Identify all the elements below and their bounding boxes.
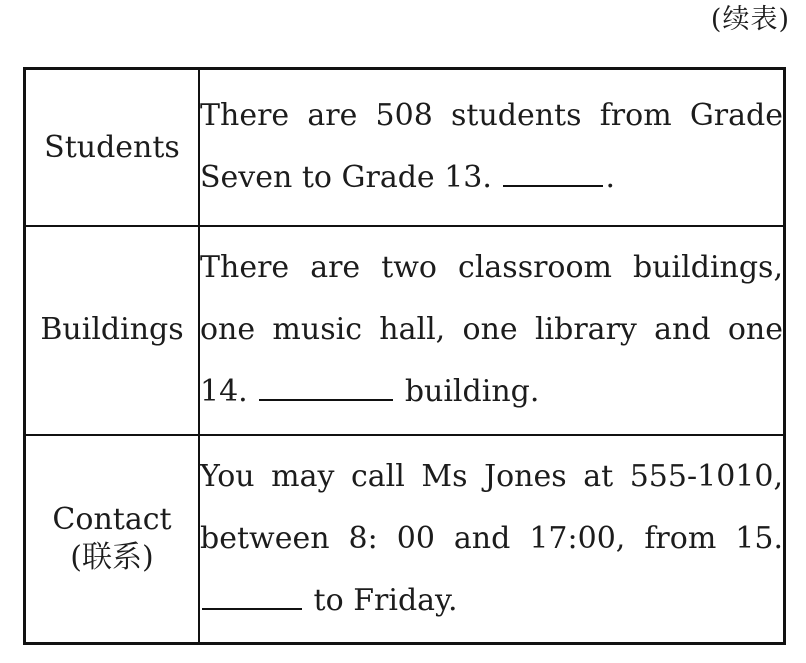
row-content-buildings (199, 226, 785, 435)
answer-blank-15[interactable] (202, 584, 302, 610)
row-label-text: Contact (52, 502, 172, 538)
row-label-contact (25, 435, 200, 644)
continued-table-note: (续表) (710, 4, 790, 35)
table-row-contact (25, 435, 785, 644)
row-text: You may call Ms Jones at 555-1010, between 8: 00 and 17:00, from 15. (200, 458, 783, 556)
info-table (23, 67, 786, 645)
answer-blank-13[interactable] (503, 161, 603, 187)
row-text: There are two classroom buildings, one music hall, one library and one 14. (200, 250, 783, 409)
row-text-end: building. (404, 374, 540, 409)
table-row-buildings (25, 226, 785, 435)
row-text-end: to Friday. (313, 582, 458, 618)
row-content-contact (199, 435, 785, 644)
row-text-end: . (605, 160, 616, 196)
row-content-students (199, 69, 785, 226)
row-text: There are 508 students from Grade Seven to Grade 13. (200, 98, 783, 196)
row-label-buildings (25, 226, 200, 435)
row-label-text: Students (44, 129, 180, 165)
row-label-subtext: (联系) (70, 539, 154, 575)
row-label-students (25, 69, 200, 226)
table-row-students (25, 69, 785, 226)
row-label-text: Buildings (40, 312, 184, 348)
answer-blank-14[interactable] (259, 375, 393, 401)
